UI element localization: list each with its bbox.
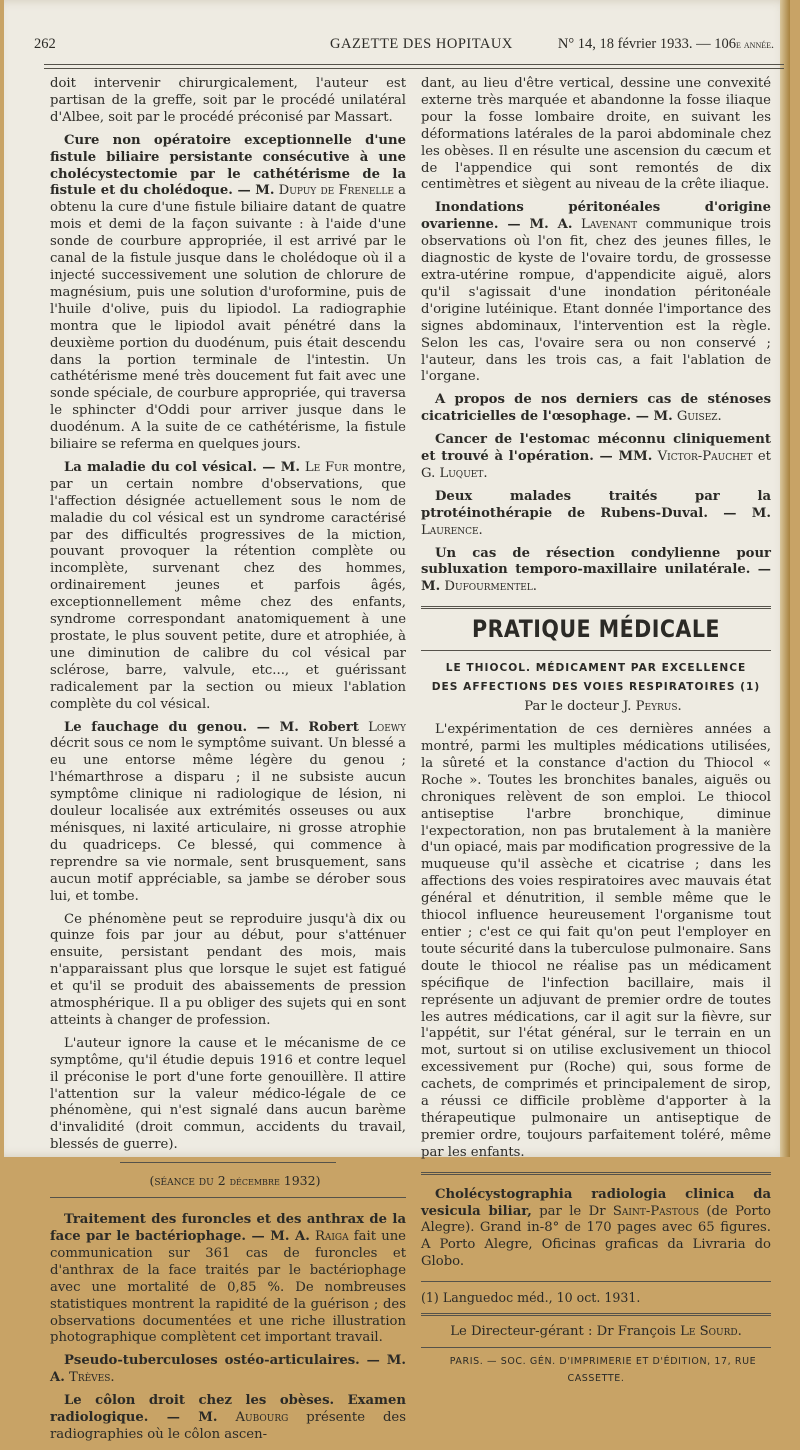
- section-rule: [120, 1162, 336, 1163]
- article-resection: [421, 546, 771, 597]
- seance-year: 1932): [283, 1173, 321, 1189]
- article-fistule: [50, 133, 406, 454]
- author-aubourg: Aubourg: [235, 1410, 289, 1426]
- author-peyrus: Peyrus.: [635, 699, 682, 715]
- cancer-and: et G.: [421, 449, 771, 481]
- author-victor-pauchet: Victor-Pauchet: [657, 449, 753, 465]
- body-colon: présente des radiographies où le côlon ascen-: [50, 1410, 406, 1442]
- director-prefix: Le Directeur-gérant : Dr François: [450, 1324, 676, 1340]
- director-name: Le Sourd.: [680, 1324, 742, 1340]
- director-double-rule: [421, 1313, 771, 1318]
- printer-rule: [421, 1347, 771, 1348]
- body-col-vesical: montre, par un certain nombre d'observations, que l'affection désignée actuellement sous le nom de maladie du col vésical est un syndrome caractérisé par des difficultés progressives de la miction, pouvant provoquer la rétention complète ou incomplète, survenant chez des hommes, ordinairement jeunes et parfois âgés, exceptionnellement même chez des enfants, syndrome correspondant anatomiquement à une prostate, le plus souvent petite, dure et atrophiée, à une diminution de calibre du col vésical par sclérose, barre, valvule, etc..., et guérissant radicalement par la section ou mieux l'ablation complète du col vésical.: [50, 459, 406, 712]
- book-by: par le Dr: [539, 1203, 606, 1219]
- byline-prefix: Par le docteur J.: [524, 699, 632, 715]
- author-luquet: Luquet.: [439, 465, 488, 481]
- article-thiocol-body: L'expérimentation de ces dernières années a montré, parmi les multiples médications utilisées, la sûreté et la constance d'action du Thiocol « Roche ». Toutes les bronchites banales, aiguës ou chroniques relèvent de son emploi. Le thiocol antiseptise l'arbre bronchique, diminue l'expectoration, non pas brutalement à la manière d'un opiacé, mais par modification progressive de la muqueuse qu'il assèche et cicatrise ; dans les affections des voies respiratoires avec mauvais état général et dénutrition, il semble même que le thiocol influence heureusement l'organisme tout entier ; c'est ce qui fait qu'on peut l'employer en toute sécurité dans la tuberculose pulmonaire. Sans doute le thiocol ne réalise pas un médicament spécifique de l'infection bacillaire, mais il représente un adjuvant de premier ordre de toutes les autres médications, car il agit sur la fièvre, sur l'appétit, sur l'état général, sur le terrain en un mot, surtout si on utilise exclusivement un thiocol excessivement pur (Roche) qui, sous forme de cachets, de comprimés et principalement de sirop, a réussi ce difficile problème d'apporter à la thérapeutique pulmonaire un antiseptique de premier ordre, toujours parfaitement toléré, même par les enfants.: [421, 722, 771, 1160]
- body-furoncles: fait une communication sur 361 cas de furoncles et d'anthrax de la face traités par le bactériophage avec une mortalité de 0,85 %. De nombreuses statistiques montrent la rapidité de la guérison ; des observations documentées et une riche illustration photographique complètent cet important travail.: [50, 1229, 406, 1346]
- section-double-rule: [421, 606, 771, 611]
- author-loewy: Loewy: [368, 719, 406, 735]
- author-lavenant: Lavenant: [581, 217, 638, 233]
- book-author: Saint-Pastous: [612, 1203, 699, 1219]
- page-edge: [780, 0, 790, 1157]
- printer-line: PARIS. — SOC. GÉN. D'IMPRIMERIE ET D'ÉDITION, 17, RUE CASSETTE.: [449, 1356, 757, 1384]
- title-resection: Un cas de résection condylienne pour subluxation temporo-maxillaire unilatérale. — M.: [421, 545, 771, 595]
- article-proteinotherapie: [421, 489, 771, 540]
- footnote: (1) Languedoc méd., 10 oct. 1931.: [421, 1290, 641, 1306]
- left-p1: doit intervenir chirurgicalement, l'auteur est partisan de la greffe, soit par le procédé unilatéral d'Albee, soit par le procédé préconisé par Massart.: [50, 76, 406, 125]
- seance-rule: [50, 1197, 406, 1198]
- article-inondations: [421, 200, 771, 386]
- header-rule-2: [44, 68, 784, 69]
- newspaper-page: [4, 0, 790, 1442]
- issue-date-text: N° 14, 18 février 1933. — 106: [557, 36, 736, 52]
- article-fauchage: [50, 720, 406, 906]
- title-stenoses: A propos de nos derniers cas de sténoses cicatricielles de l'œsophage. — M.: [421, 392, 771, 425]
- author-raiga: Raiga: [314, 1229, 349, 1244]
- book-double-rule: [421, 1172, 771, 1177]
- journal-title: GAZETTE DES HOPITAUX: [330, 36, 513, 52]
- seance-prefix: (séance du 2: [149, 1173, 226, 1189]
- author-dupuy: Dupuy de Frenelle: [278, 183, 394, 199]
- title-pseudo-tuberculoses: Pseudo-tuberculoses ostéo-articulaires. — M. A.: [50, 1353, 406, 1386]
- title-col-vesical: La maladie du col vésical. — M.: [64, 459, 300, 475]
- seance-date: [50, 1173, 406, 1191]
- title-furoncles: Traitement des furoncles et des anthrax de la face par le bactériophage. — M. A.: [50, 1212, 406, 1244]
- title-inondations: Inondations péritonéales d'origine ovarienne. — M. A.: [421, 200, 771, 233]
- banner-rule: [421, 650, 771, 651]
- left-column: [50, 76, 406, 1450]
- article-byline: [421, 699, 771, 716]
- issue-date: [558, 36, 774, 53]
- right-p1: dant, au lieu d'être vertical, dessine une convexité externe très marquée et abandonne la fosse iliaque pour la fosse lombaire droite, en suivant les déformations latérales de la paroi abdominale chez les obèses. Il en résulte une ascension du cæcum et de l'appendice qui sont remontés de dix centimètres et siègent au niveau de la crête iliaque.: [421, 76, 771, 193]
- footnote-rule: [421, 1281, 771, 1282]
- section-banner: PRATIQUE MÉDICALE: [472, 615, 720, 644]
- right-column: [421, 76, 771, 1394]
- header-rule: [44, 64, 784, 65]
- title-fistule: Cure non opératoire exceptionnelle d'une fistule biliaire persistante consécutive à une cholécystectomie par le cathétérisme de la fistule et du cholédoque. — M.: [50, 132, 406, 199]
- issue-year-suffix: e année.: [736, 37, 774, 51]
- article-colon: [50, 1393, 406, 1444]
- article-title-line-2: DES AFFECTIONS DES VOIES RESPIRATOIRES (1): [431, 681, 761, 694]
- book-details: (de Porto Alegre). Grand in-8° de 170 pages avec 65 figures. A Porto Alegre, Oficinas graficas da Livraria do Globo.: [421, 1203, 771, 1270]
- article-cancer: [421, 432, 771, 483]
- article-col-vesical: [50, 460, 406, 714]
- author-laurence: Laurence.: [421, 522, 483, 538]
- left-p5: Ce phénomène peut se reproduire jusqu'à dix ou quinze fois par jour au début, pour s'atténuer ensuite, persistant pendant des mois, mais n'apparaissant plus que lorsque le sujet est fatigué et qu'il se produit des abaissements de pression atmosphérique. Il a pu obliger des sujets qui en sont atteints à changer de profession.: [50, 911, 406, 1028]
- article-pseudo-tuberculoses: [50, 1353, 406, 1387]
- page-header: [34, 36, 774, 58]
- director-line: [421, 1324, 771, 1341]
- title-colon: Le côlon droit chez les obèses. Examen radiologique. — M.: [50, 1393, 406, 1426]
- book-review: [421, 1187, 771, 1272]
- article-stenoses: [421, 392, 771, 426]
- author-guisez: Guisez.: [676, 409, 722, 425]
- body-inondations: communique trois observations où l'on fit, chez des jeunes filles, le diagnostic de kyste de l'ovaire tordu, de grossesse extra-utérine rompue, d'appendicite aiguë, alors qu'il s'agissait d'une inondation péritonéale d'origine lutéinique. Etant donnée l'importance des signes abdominaux, l'intervention est la règle. Selon les cas, l'ovaire sera ou non conservé ; l'auteur, dans les trois cas, a fait l'ablation de l'organe.: [421, 217, 771, 385]
- seance-month: décembre: [229, 1175, 280, 1189]
- title-cancer: Cancer de l'estomac méconnu cliniquement et trouvé à l'opération. — MM.: [421, 432, 771, 465]
- left-p6: L'auteur ignore la cause et le mécanisme de ce symptôme, qu'il étudie depuis 1916 et contre lequel il préconise le port d'une forte genouillère. Il attire l'attention sur la valeur médico-légale de ce phénomène, qui n'est signalé dans aucun barème d'invalidité (droit commun, accidents du travail, blessés de guerre).: [50, 1035, 406, 1153]
- body-fauchage: décrit sous ce nom le symptôme suivant. Un blessé a eu une entorse même légère du genou ; l'hémarthrose a disparu ; il ne subsiste aucun symptôme clinique ni radiologique de lésion, ni douleur localisée aux extrémités osseuses ou aux ménisques, ni laxité articulaire, ni grosse atrophie du quadriceps. Ce blessé, qui commence à reprendre sa vie normale, sent brusquement, sans aucun motif appréciable, sa jambe se dérober sous lui, et tombe.: [50, 736, 406, 904]
- author-treves: Trèves.: [69, 1370, 115, 1386]
- title-proteinotherapie: Deux malades traités par la ptrotéinothérapie de Rubens-Duval. — M.: [421, 488, 771, 521]
- author-le-fur: Le Fur: [304, 459, 349, 475]
- book-title: Cholécystographia radiologia clinica da vesicula biliar,: [421, 1186, 771, 1219]
- page-number: 262: [34, 36, 56, 52]
- article-title-line-1: LE THIOCOL. MÉDICAMENT PAR EXCELLENCE: [445, 662, 747, 675]
- title-fauchage: Le fauchage du genou. — M. Robert: [64, 719, 359, 735]
- author-dufourmentel: Dufourmentel.: [444, 579, 537, 595]
- body-fistule: a obtenu la cure d'une fistule biliaire datant de quatre mois et demi de la façon suivante : à l'aide d'une sonde de courbure appropriée, il est arrivé par le canal de la fistule jusque dans le cholédoque où il a injecté successivement une solution de chlorure de magnésium, puis une solution d'uroformine, puis de l'huile d'olive, puis du lipiodol. La radiographie montra que le lipiodol avait pénétré dans la deuxième portion du duodénum, puis était descendu dans la portion terminale de l'intestin. Un cathétérisme mené très doucement fut fait avec une sonde spéciale, de courbure appropriée, qui traversa le sphincter d'Oddi pour arriver jusque dans le duodénum. A la suite de ce cathétérisme, la fistule biliaire se referma en quelques jours.: [50, 183, 407, 453]
- article-furoncles: [50, 1212, 406, 1347]
